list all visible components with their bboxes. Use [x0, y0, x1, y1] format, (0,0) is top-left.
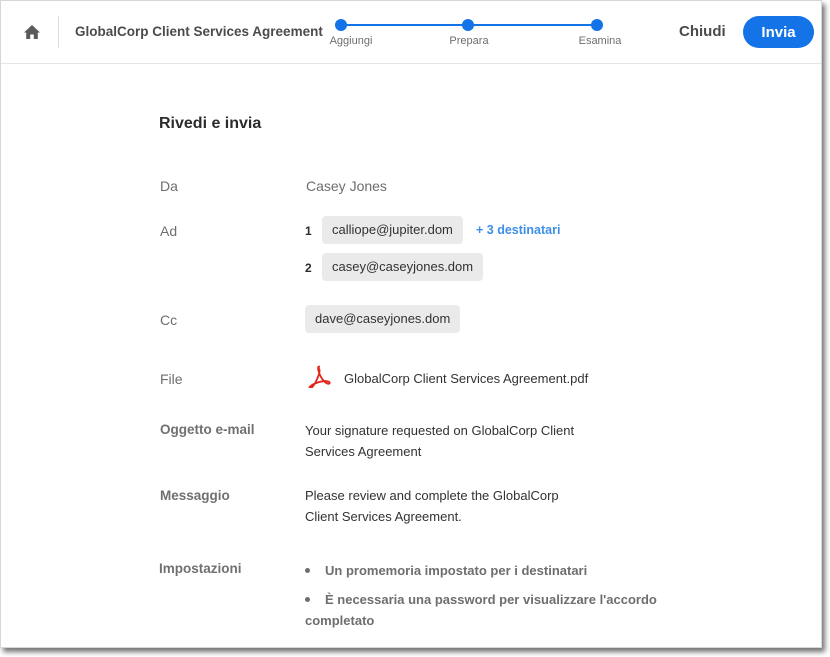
cc-chip[interactable]: dave@caseyjones.dom: [305, 305, 460, 333]
step-prepara-dot[interactable]: [462, 19, 474, 31]
message-label: Messaggio: [160, 488, 230, 503]
recipient-2-chip[interactable]: casey@caseyjones.dom: [322, 253, 483, 281]
close-button[interactable]: Chiudi: [679, 23, 726, 40]
sender-name: Casey Jones: [306, 178, 387, 194]
recipient-2-number: 2: [305, 261, 312, 275]
settings-label: Impostazioni: [159, 561, 242, 576]
step-esamina-label[interactable]: Esamina: [578, 35, 622, 47]
message-line-1: Please review and complete the GlobalCorp: [305, 488, 559, 503]
top-header: [1, 1, 821, 64]
document-title: GlobalCorp Client Services Agreement: [75, 24, 323, 39]
to-label: Ad: [160, 223, 178, 239]
step-aggiungi-label[interactable]: Aggiungi: [329, 35, 373, 47]
step-aggiungi-dot[interactable]: [335, 19, 347, 31]
settings-list: [305, 560, 685, 639]
cc-label: Cc: [160, 312, 178, 328]
settings-item-text-cont: completato: [305, 613, 375, 628]
step-prepara-label[interactable]: Prepara: [449, 35, 489, 47]
bullet-icon: [305, 568, 310, 573]
subject-text: [305, 420, 605, 462]
recipient-1-chip[interactable]: calliope@jupiter.dom: [322, 216, 463, 244]
settings-item-text: Un promemoria impostato per i destinatari: [325, 563, 588, 578]
step-esamina-dot[interactable]: [591, 19, 603, 31]
subject-label: Oggetto e-mail: [160, 422, 255, 437]
page-title: Rivedi e invia: [159, 115, 262, 132]
more-recipients-link[interactable]: + 3 destinatari: [476, 223, 561, 237]
send-button[interactable]: Invia: [743, 16, 814, 48]
file-name[interactable]: GlobalCorp Client Services Agreement.pdf: [344, 371, 589, 386]
settings-item-text: È necessaria una password per visualizzare l'accordo: [325, 592, 657, 607]
subject-line-2: Services Agreement: [305, 444, 422, 459]
message-text: [305, 485, 605, 527]
from-label: Da: [160, 178, 178, 194]
bullet-icon: [305, 597, 310, 602]
subject-line-1: Your signature requested on GlobalCorp Client: [305, 423, 575, 438]
settings-item-password: [305, 589, 685, 631]
file-label: File: [160, 371, 183, 387]
message-line-2: Client Services Agreement.: [305, 509, 462, 524]
settings-item-reminder: [305, 560, 685, 581]
recipient-1-number: 1: [305, 224, 312, 238]
pdf-icon: [307, 364, 331, 388]
